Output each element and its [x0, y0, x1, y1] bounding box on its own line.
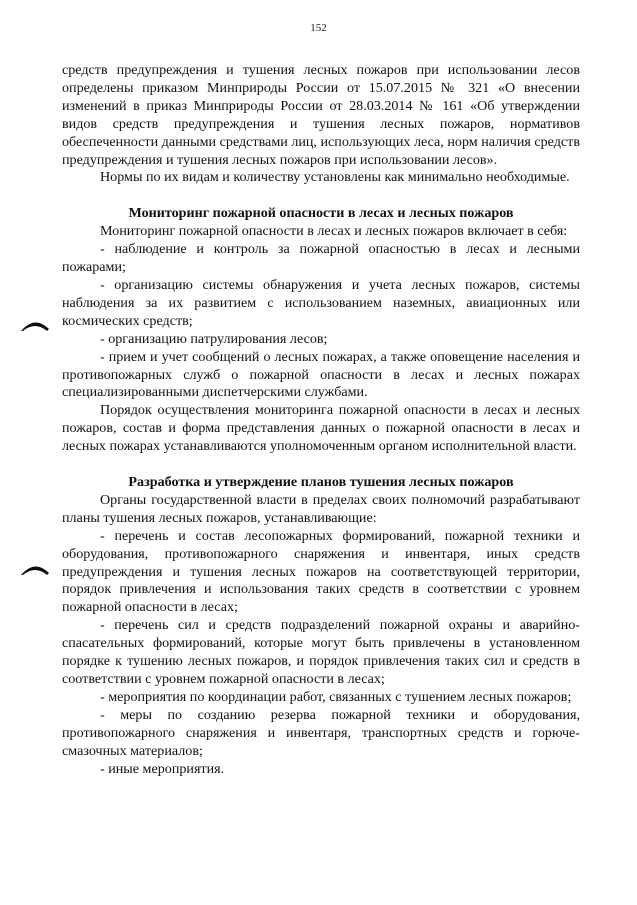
paragraph: Органы государственной власти в пределах своих полномочий разрабатывают планы тушения лесных пожаров, устанавливающие:: [62, 491, 580, 526]
list-item: - организацию системы обнаружения и учета лесных пожаров, системы наблюдения за их развитием с использованием наземных, авиационных или космических средств;: [62, 276, 580, 329]
section-heading-monitoring: Мониторинг пожарной опасности в лесах и лесных пожаров: [128, 205, 514, 222]
list-item: - наблюдение и контроль за пожарной опасностью в лесах и лесными пожарами;: [62, 241, 580, 276]
list-item: - прием и учет сообщений о лесных пожарах, а также оповещение населения и противопожарных служб о пожарной опасности в лесах и лесных пожарах специализированными диспетчерскими службами.: [62, 348, 580, 401]
punch-hole-mark-top: [20, 318, 50, 332]
list-item: - перечень сил и средств подразделений пожарной охраны и аварийно-спасательных формирований, которые могут быть привлечены в установленном порядке к тушению лесных пожаров, и порядок привлечения таких сил и средств в соответствии с уровнем пожарной опасности в лесах;: [62, 617, 580, 687]
paragraph: Порядок осуществления мониторинга пожарной опасности в лесах и лесных пожаров, состав и форма представления данных о пожарной опасности в лесах и лесных пожарах устанавливаются уполномоченным органом исполнительной власти.: [62, 402, 580, 455]
paragraph: Мониторинг пожарной опасности в лесах и лесных пожаров включает в себя:: [100, 223, 568, 240]
list-item: - иные мероприятия.: [100, 760, 225, 777]
list-item: - перечень и состав лесопожарных формирований, пожарной техники и оборудования, противопожарного снаряжения и инвентаря, иных средств предупреждения и тушения лесных пожаров на соответствующей территории, порядок привлечения и использования таких средств в соответствии с уровнем пожарной опасности в лесах;: [62, 527, 580, 616]
page-content: [62, 62, 580, 778]
section-heading-plans: Разработка и утверждение планов тушения лесных пожаров: [128, 474, 514, 491]
list-item: - меры по созданию резерва пожарной техники и оборудования, противопожарного снаряжения и инвентаря, транспортных средств и горюче-смазочных материалов;: [62, 706, 580, 759]
page-number: 152: [310, 22, 327, 34]
paragraph: средств предупреждения и тушения лесных пожаров при использовании лесов определены приказом Минприроды России от 15.07.2015 № 321 «О внесении изменений в приказ Минприроды России от 28.03.2014 № 161 «Об утверждении видов средств предупреждения и тушения лесных пожаров, нормативов обеспеченности данными средствами лиц, использующих леса, норм наличия средств предупреждения и тушения лесных пожаров при использовании лесов».: [62, 62, 580, 168]
list-item: - мероприятия по координации работ, связанных с тушением лесных пожаров;: [100, 688, 572, 705]
punch-hole-mark-bottom: [20, 562, 50, 576]
paragraph: Нормы по их видам и количеству установлены как минимально необходимые.: [100, 169, 570, 186]
list-item: - организацию патрулирования лесов;: [100, 330, 328, 347]
